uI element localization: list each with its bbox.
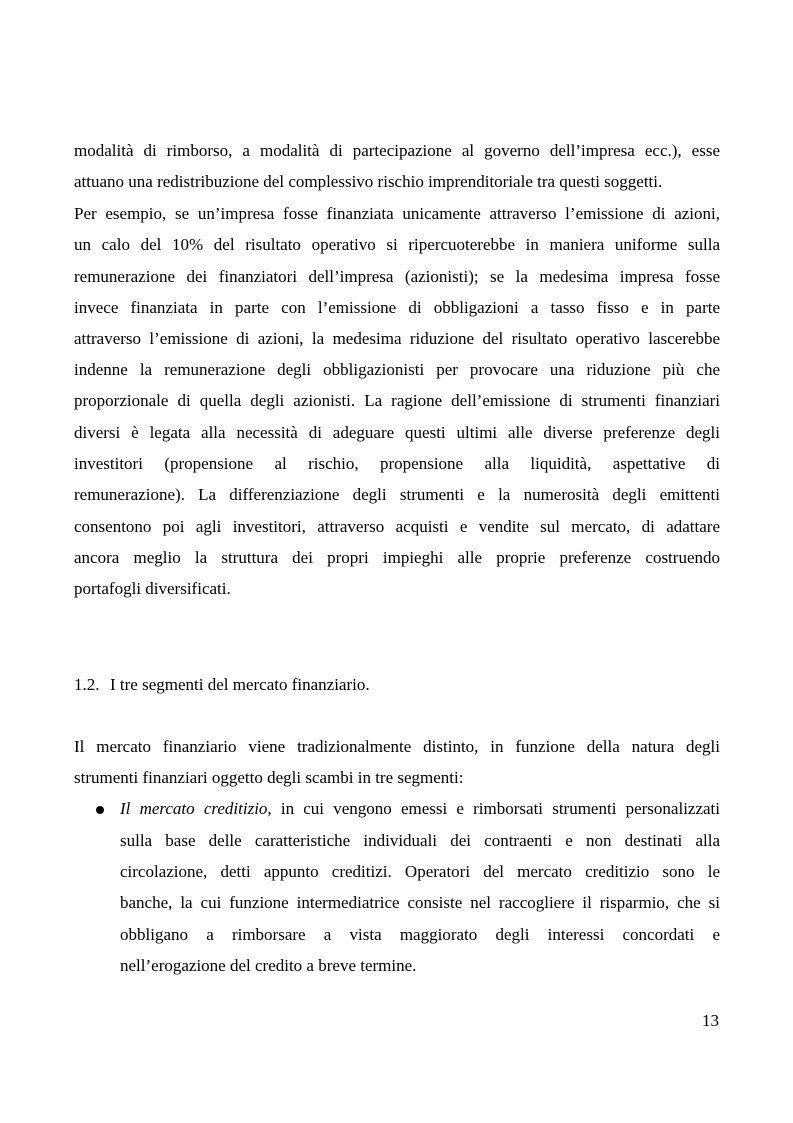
paragraph-line: ancora meglio la struttura dei propri impieghi alle proprie preferenze costruendo	[74, 548, 720, 567]
paragraph-line: Per esempio, se un’impresa fosse finanziata unicamente attraverso l’emissione di azioni,	[74, 204, 720, 223]
section-number: 1.2.	[74, 675, 100, 694]
bullet-term: Il mercato creditizio	[120, 799, 268, 818]
page-number: 13	[702, 1011, 719, 1030]
bullet-line: obbligano a rimborsare a vista maggiorato degli interessi concordati e	[120, 925, 720, 944]
bullet-line: circolazione, detti appunto creditizi. Operatori del mercato creditizio sono le	[120, 862, 720, 881]
section-heading	[74, 675, 370, 695]
paragraph-line: strumenti finanziari oggetto degli scambi in tre segmenti:	[74, 768, 464, 787]
paragraph-line: investitori (propensione al rischio, propensione alla liquidità, aspettative di	[74, 454, 720, 473]
bullet-icon	[96, 806, 104, 814]
paragraph-line: attuano una redistribuzione del complessivo rischio imprenditoriale tra questi soggetti.	[74, 172, 663, 191]
paragraph-line: remunerazione dei finanziatori dell’impresa (azionisti); se la medesima impresa fosse	[74, 267, 720, 286]
paragraph-line: Il mercato finanziario viene tradizionalmente distinto, in funzione della natura degli	[74, 737, 720, 756]
paragraph-line: consentono poi agli investitori, attraverso acquisti e vendite sul mercato, di adattare	[74, 517, 720, 536]
paragraph-line: proporzionale di quella degli azionisti. La ragione dell’emissione di strumenti finanziari	[74, 391, 720, 410]
bullet-line: nell’erogazione del credito a breve termine.	[120, 956, 417, 975]
paragraph-line: invece finanziata in parte con l’emissione di obbligazioni a tasso fisso e in parte	[74, 298, 720, 317]
bullet-line: sulla base delle caratteristiche individuali dei contraenti e non destinati alla	[120, 831, 720, 850]
bullet-line: banche, la cui funzione intermediatrice consiste nel raccogliere il risparmio, che si	[120, 893, 720, 912]
paragraph-line: diversi è legata alla necessità di adeguare questi ultimi alle diverse preferenze degli	[74, 423, 720, 442]
paragraph-line: remunerazione). La differenziazione degli strumenti e la numerosità degli emittenti	[74, 485, 720, 504]
section-title: I tre segmenti del mercato finanziario.	[110, 675, 370, 694]
bullet-first-line	[120, 799, 720, 819]
bullet-first-line-rest: , in cui vengono emessi e rimborsati strumenti personalizzati	[267, 799, 720, 818]
paragraph-line: un calo del 10% del risultato operativo si ripercuoterebbe in maniera uniforme sulla	[74, 235, 720, 254]
paragraph-line: attraverso l’emissione di azioni, la medesima riduzione del risultato operativo lascerebbe	[74, 329, 720, 348]
paragraph-line: indenne la remunerazione degli obbligazionisti per provocare una riduzione più che	[74, 360, 720, 379]
paragraph-line: modalità di rimborso, a modalità di partecipazione al governo dell’impresa ecc.), esse	[74, 141, 720, 160]
paragraph-line: portafogli diversificati.	[74, 579, 231, 598]
